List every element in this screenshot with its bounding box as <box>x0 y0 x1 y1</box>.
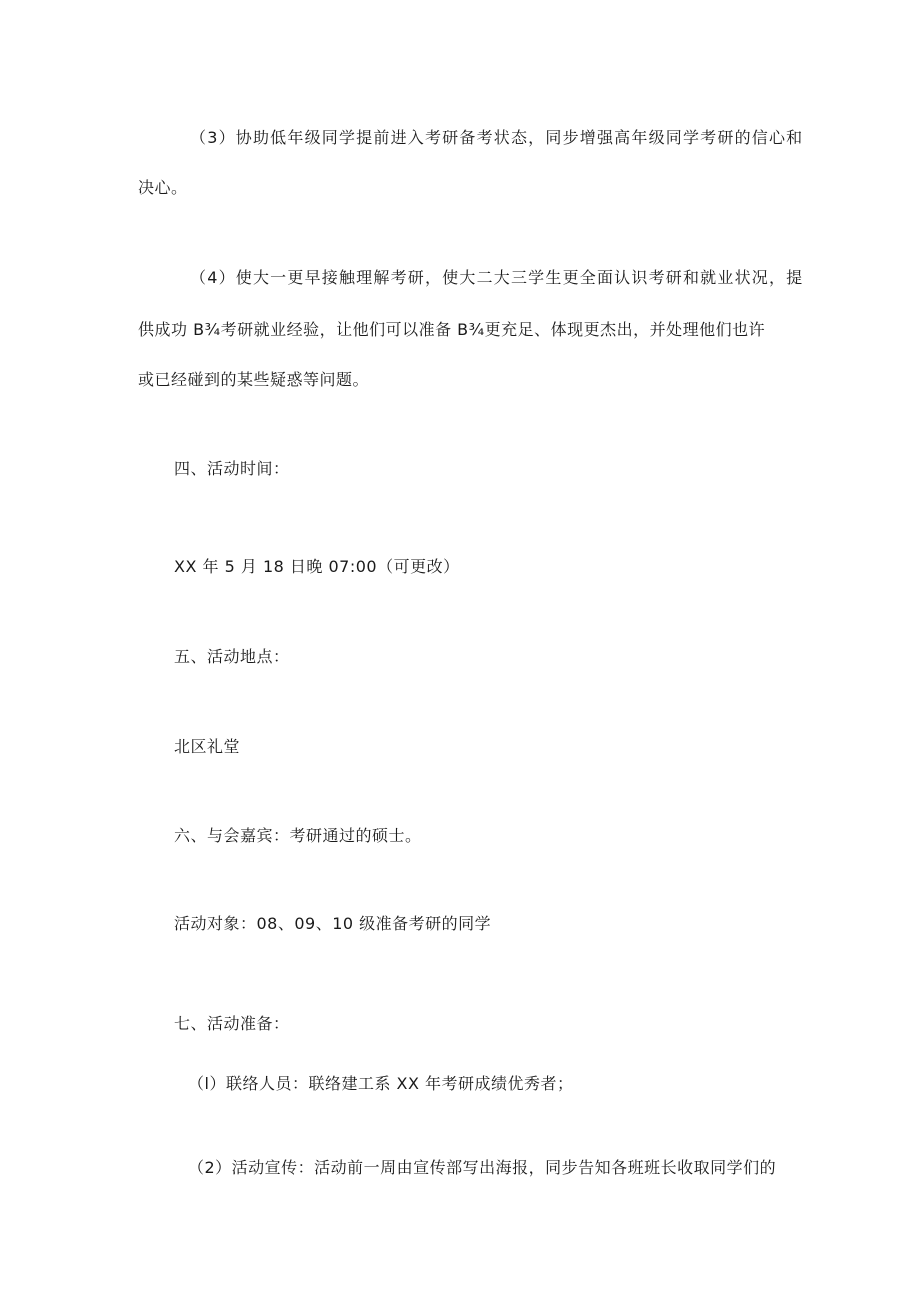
section-7-heading: 七、活动准备： <box>174 1014 290 1033</box>
prep-item-1: （l）联络人员：联络建工系 XX 年考研成绩优秀者； <box>188 1074 574 1093</box>
section-4-heading: 四、活动时间： <box>174 459 290 478</box>
item-4-line-2: 供成功 B¾考研就业经验，让他们可以准备 B¾更充足、体现更杰出，并处理他们也许 <box>138 320 766 339</box>
section-5-value: 北区礼堂 <box>174 737 241 756</box>
item-4-line-3: 或已经碰到的某些疑惑等问题。 <box>138 370 370 389</box>
section-4-value: XX 年 5 月 18 日晚 07:00（可更改） <box>174 557 460 576</box>
item-3-line-2: 决心。 <box>138 178 188 197</box>
section-5-heading: 五、活动地点： <box>174 647 290 666</box>
audience-line: 活动对象：08、09、10 级准备考研的同学 <box>174 914 492 933</box>
section-6-heading: 六、与会嘉宾：考研通过的硕士。 <box>174 826 422 845</box>
item-3-line-1: （3）协助低年级同学提前进入考研备考状态，同步增强高年级同学考研的信心和 <box>190 128 804 147</box>
prep-item-2: （2）活动宣传：活动前一周由宣传部写出海报，同步告知各班班长收取同学们的 <box>188 1158 777 1177</box>
item-4-line-1: （4）使大一更早接触理解考研，使大二大三学生更全面认识考研和就业状况，提 <box>190 268 804 287</box>
